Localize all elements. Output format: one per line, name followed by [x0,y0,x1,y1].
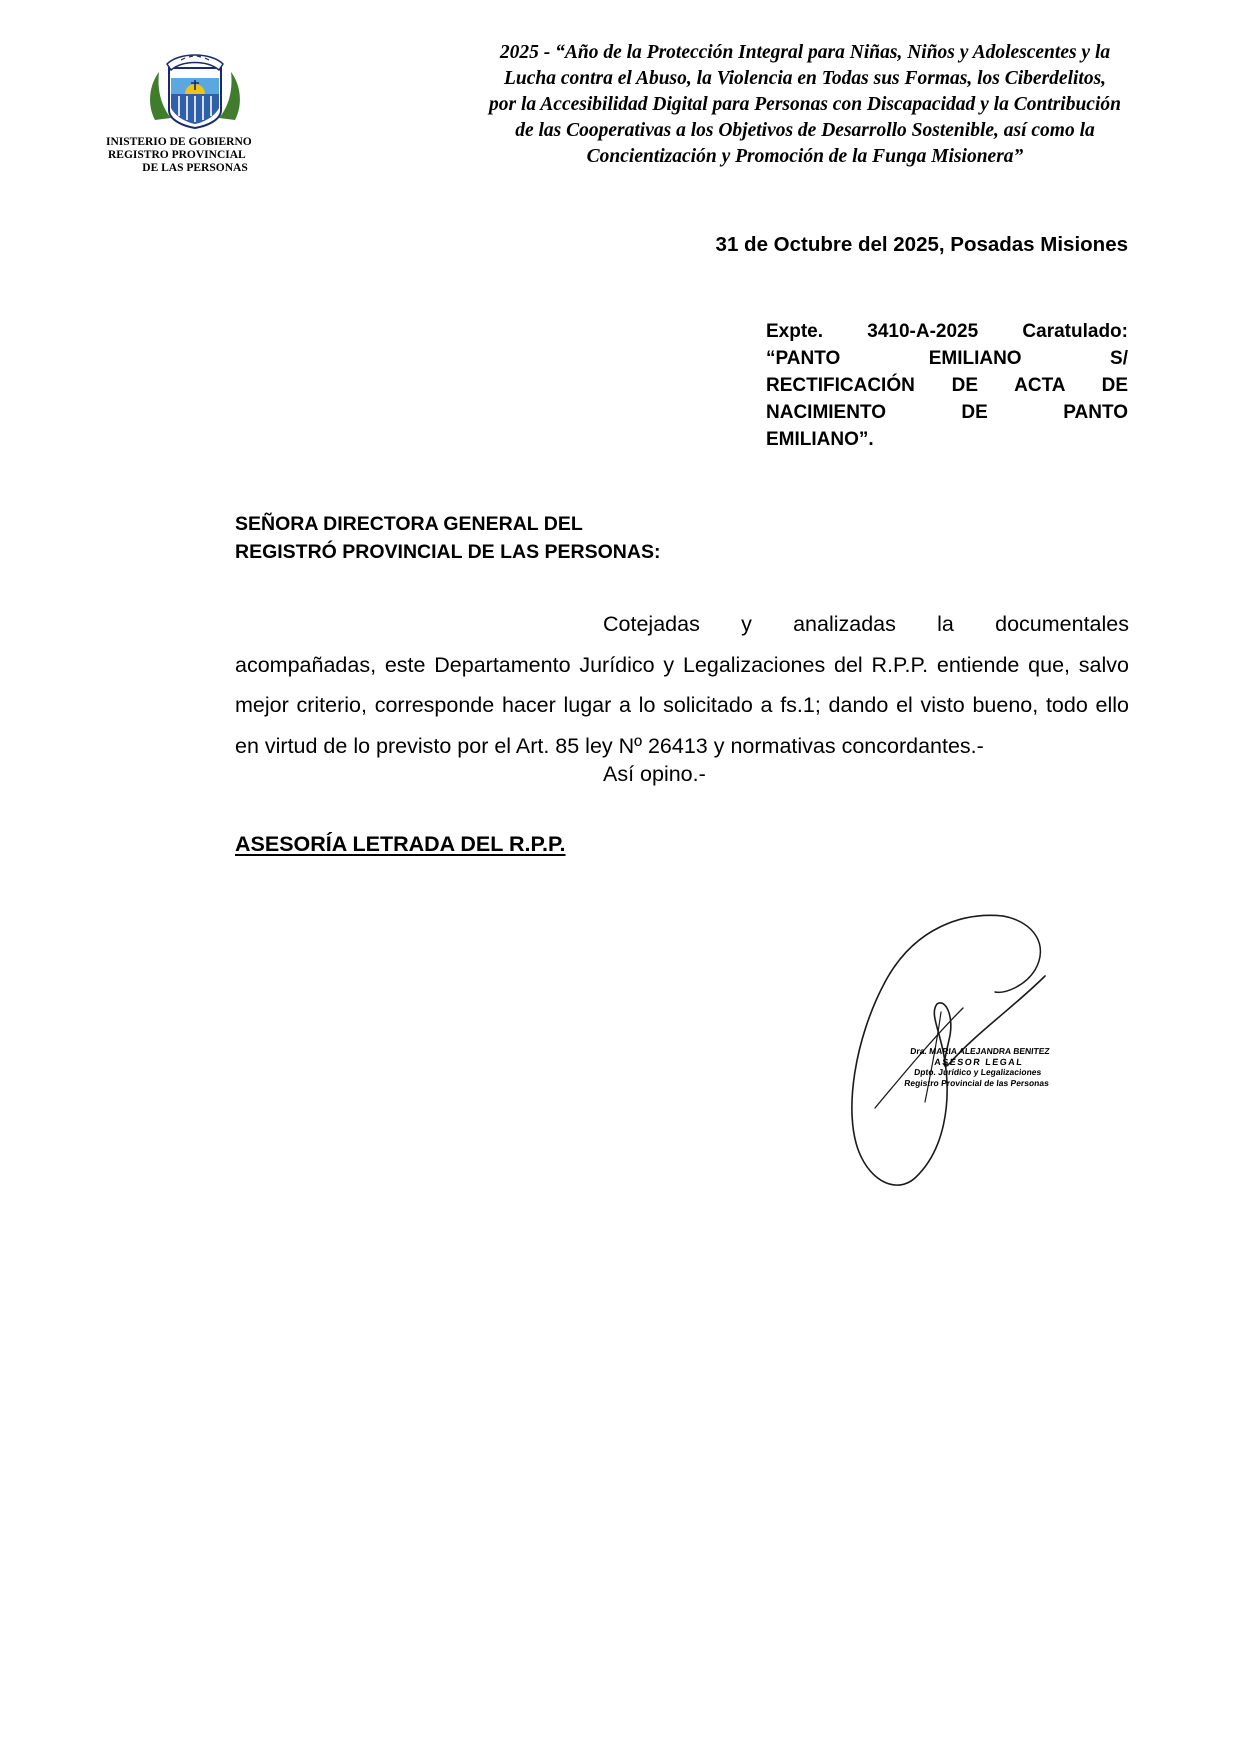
addressee [235,510,660,566]
document-date: 31 de Octubre del 2025, Posadas Misiones [715,233,1128,256]
stamp-line: ASESOR LEGAL [933,1056,1024,1067]
signature-stamp [904,1046,1053,1088]
addressee-line: REGISTRÓ PROVINCIAL DE LAS PERSONAS: [235,541,661,563]
year-motto [455,40,1155,170]
reference-line: RECTIFICACIÓN DE ACTA DE [766,375,1128,396]
reference-line: EMILIANO”. [766,429,874,450]
stamp-line: Dra. MARIA ALEJANDRA BENITEZ [909,1046,1051,1056]
motto-line: Lucha contra el Abuso, la Violencia en Todas sus Formas, los Ciberdelitos, [503,68,1107,89]
reference-line: “PANTO EMILIANO S/ [766,348,1128,369]
motto-line: de las Cooperativas a los Objetivos de Desarrollo Sostenible, así como la [515,120,1095,141]
ministry-line: DE LAS PERSONAS [142,162,248,174]
closing-phrase: Así opino.- [603,762,706,786]
motto-line: Concientización y Promoción de la Funga Misionera” [586,146,1024,167]
ministry-name [106,136,280,175]
case-reference [766,318,1128,453]
motto-line: 2025 - “Año de la Protección Integral para Niñas, Niños y Adolescentes y la [499,42,1111,63]
stamp-line: Dpto. Jurídico y Legalizaciones [913,1067,1042,1077]
provincial-crest-icon [145,50,245,132]
motto-line: por la Accesibilidad Digital para Personas con Discapacidad y la Contribución [489,94,1121,115]
stamp-line: Registro Provincial de las Personas [903,1077,1050,1088]
body-paragraph: Cotejadas y analizadas la documentales acompañadas, este Departamento Jurídico y Legalizaciones del R.P.P. entiende que, salvo mejor criterio, corresponde hacer lugar a lo solicitado a fs.1; dando el visto bueno, todo ello en virtud de lo previsto por el Art. 85 ley Nº 26413 y normativas concordantes.- [235,612,1129,758]
ministry-line: REGISTRO PROVINCIAL [108,149,246,161]
ministry-line: INISTERIO DE GOBIERNO [106,136,252,148]
office-heading: ASESORÍA LETRADA DEL R.P.P. [235,832,566,856]
reference-line: Expte. 3410-A-2025 Caratulado: [766,321,1128,342]
reference-line: NACIMIENTO DE PANTO [766,402,1128,423]
addressee-line: SEÑORA DIRECTORA GENERAL DEL [235,513,583,535]
letterhead-logo [106,50,280,175]
